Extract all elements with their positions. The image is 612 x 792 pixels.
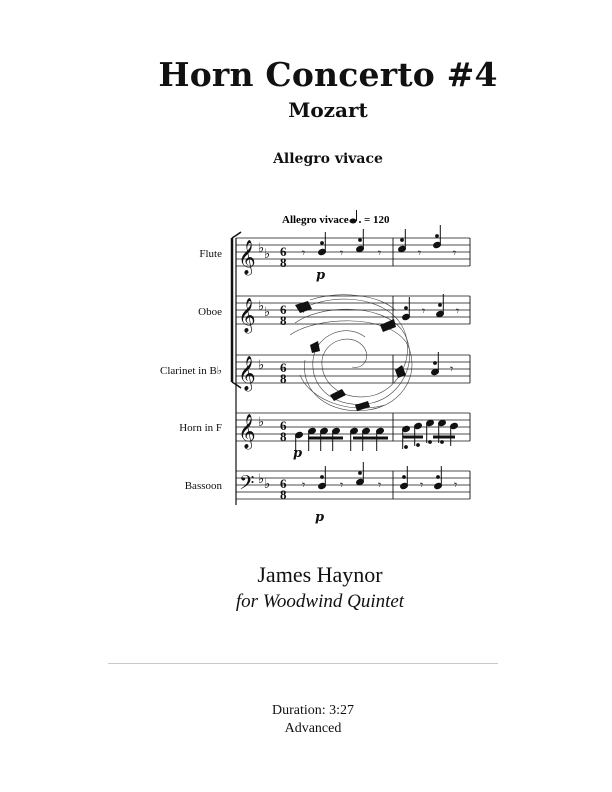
staccato-dot: [436, 235, 439, 238]
time-sig-bottom: 8: [280, 371, 287, 386]
metronome-note-icon: [350, 219, 357, 224]
dynamic-marking: p: [315, 510, 325, 525]
eighth-rest-icon: 𝄾: [378, 478, 382, 492]
time-sig-bottom: 8: [280, 313, 287, 328]
dynamic-marking: p: [316, 268, 326, 283]
arranger-name: James Haynor: [257, 562, 383, 587]
time-sig-top: 6: [280, 302, 287, 317]
eighth-rest-icon: 𝄾: [454, 478, 458, 492]
staccato-dot: [439, 304, 442, 307]
flat-icon: ♭: [264, 305, 271, 320]
time-sig-top: 6: [280, 476, 287, 491]
time-sig-top: 6: [280, 360, 287, 375]
treble-clef-icon: 𝄞: [238, 414, 256, 449]
swirl-distortion: [290, 295, 412, 411]
divider: [108, 663, 498, 664]
treble-clef-icon: 𝄞: [238, 298, 256, 333]
flat-icon: ♭: [264, 477, 271, 492]
eighth-rest-icon: 𝄾: [378, 246, 382, 260]
eighth-rest-icon: 𝄾: [422, 304, 426, 318]
flat-icon: ♭: [258, 358, 265, 373]
bracket-top-hook: [232, 232, 241, 238]
eighth-rest-icon: 𝄾: [418, 246, 422, 260]
time-sig-bottom: 8: [280, 255, 287, 270]
difficulty-level: Advanced: [284, 721, 342, 736]
staccato-dot: [403, 476, 406, 479]
eighth-rest-icon: 𝄾: [453, 246, 457, 260]
eighth-rest-icon: 𝄾: [420, 478, 424, 492]
instrument-label-oboe: Oboe: [198, 306, 222, 318]
instrument-label-bassoon: Bassoon: [184, 480, 222, 492]
staccato-dot: [441, 441, 444, 444]
staccato-dot: [359, 472, 362, 475]
duration-text: Duration: 3:27: [271, 703, 355, 718]
dynamic-marking: p: [293, 446, 303, 461]
eighth-rest-icon: 𝄾: [340, 478, 344, 492]
composer-name: Mozart: [288, 98, 368, 122]
staccato-dot: [359, 239, 362, 242]
eighth-rest-icon: 𝄾: [456, 304, 460, 318]
bass-clef-icon: 𝄢: [239, 471, 255, 499]
staccato-dot: [321, 242, 324, 245]
time-sig-bottom: 8: [280, 487, 287, 502]
staccato-dot: [417, 444, 420, 447]
staccato-dot: [405, 446, 408, 449]
instrument-label-horn: Horn in F: [179, 422, 222, 434]
staccato-dot: [401, 239, 404, 242]
time-sig-top: 6: [280, 244, 287, 259]
instrument-label-clarinet: Clarinet in B♭: [159, 365, 222, 377]
time-sig-top: 6: [280, 418, 287, 433]
flat-icon: ♭: [258, 241, 265, 256]
time-sig-bottom: 8: [280, 429, 287, 444]
staccato-dot: [437, 476, 440, 479]
staccato-dot: [429, 441, 432, 444]
page-title: Horn Concerto #4: [158, 55, 498, 94]
score-excerpt: [150, 205, 480, 525]
eighth-rest-icon: 𝄾: [302, 478, 306, 492]
staccato-dot: [434, 362, 437, 365]
metronome-dot: [359, 221, 361, 223]
score-svg: [150, 205, 480, 525]
tempo-marking: Allegro vivace: [282, 214, 349, 226]
staccato-dot: [405, 307, 408, 310]
tempo-heading: Allegro vivace: [273, 151, 383, 167]
ensemble-subtitle: for Woodwind Quintet: [235, 591, 405, 612]
flat-icon: ♭: [258, 415, 265, 430]
staccato-dot: [321, 476, 324, 479]
eighth-rest-icon: 𝄾: [450, 362, 454, 376]
flat-icon: ♭: [258, 472, 265, 487]
eighth-rest-icon: 𝄾: [340, 246, 344, 260]
eighth-rest-icon: 𝄾: [302, 246, 306, 260]
treble-clef-icon: 𝄞: [238, 356, 256, 391]
instrument-label-flute: Flute: [199, 248, 222, 260]
metronome-value: = 120: [364, 214, 390, 226]
flat-icon: ♭: [258, 299, 265, 314]
treble-clef-icon: 𝄞: [238, 240, 256, 275]
flat-icon: ♭: [264, 247, 271, 262]
